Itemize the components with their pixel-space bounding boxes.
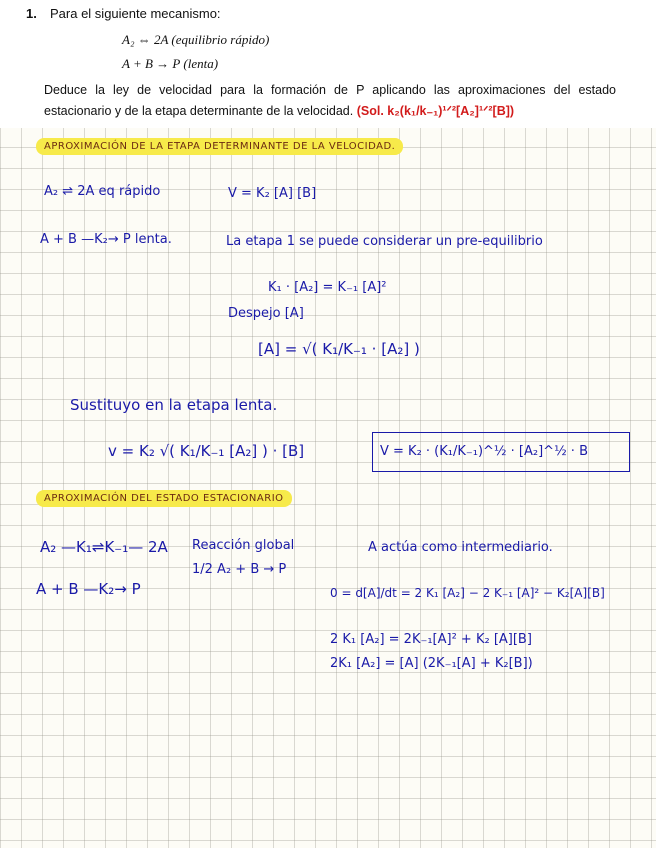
mechanism-step-2: A + B → P (lenta) <box>122 56 219 71</box>
s1-substitute: Sustituyo en la etapa lenta. <box>70 396 278 414</box>
s1-solve-a: [A] = √( K₁/K₋₁ · [A₂] ) <box>258 340 420 358</box>
section2-heading: APROXIMACIÓN DEL ESTADO ESTACIONARIO <box>36 490 292 507</box>
problem-number: 1. <box>26 6 37 21</box>
s1-eq-step1: A₂ ⇌ 2A eq rápido <box>44 184 161 199</box>
section1-heading: APROXIMACIÓN DE LA ETAPA DETERMINANTE DE LA VELOCIDAD. <box>36 138 403 155</box>
s1-v-substituted: v = K₂ √( K₁/K₋₁ [A₂] ) · [B] <box>108 442 305 460</box>
problem-intro: Para el siguiente mecanismo: <box>50 6 221 21</box>
s2-line2: 2 K₁ [A₂] = 2K₋₁[A]² + K₂ [A][B] <box>330 632 532 647</box>
s2-global-title: Reacción global <box>192 538 295 553</box>
s2-eq-step2: A + B —K₂→ P <box>36 580 141 598</box>
s2-eq-step1: A₂ —K₁⇌K₋₁— 2A <box>40 538 168 556</box>
s1-despejo: Despejo [A] <box>228 306 304 321</box>
s1-eq-step2: A + B —K₂→ P lenta. <box>40 232 172 247</box>
s1-equilibrium: K₁ · [A₂] = K₋₁ [A]² <box>268 280 387 295</box>
s1-note: La etapa 1 se puede considerar un pre-equilibrio <box>226 234 543 249</box>
mechanism-step-1: A₂ ⇔ 2A (equilibrio rápido) <box>122 32 270 47</box>
deduce-text: Deduce la ley de velocidad para la formación de P aplicando las aproximaciones del estado estacionario y de la etapa determinante de la velocidad. <box>44 83 616 118</box>
s2-intermediate: A actúa como intermediario. <box>368 540 553 555</box>
printed-problem <box>0 0 656 128</box>
solution-text: (Sol. k₂(k₁/k₋₁)¹ᐟ²[A₂]¹ᐟ²[B]) <box>356 104 515 118</box>
s2-steady-state: 0 = d[A]/dt = 2 K₁ [A₂] − 2 K₋₁ [A]² − K₂[A][B] <box>330 586 605 600</box>
s1-rate-expr: V = K₂ [A] [B] <box>228 186 317 201</box>
s2-global-eq: 1/2 A₂ + B → P <box>192 562 287 577</box>
problem-statement <box>44 80 616 122</box>
s1-v-final: V = K₂ · (K₁/K₋₁)^½ · [A₂]^½ · B <box>380 444 588 459</box>
s2-line3: 2K₁ [A₂] = [A] (2K₋₁[A] + K₂[B]) <box>330 656 533 671</box>
